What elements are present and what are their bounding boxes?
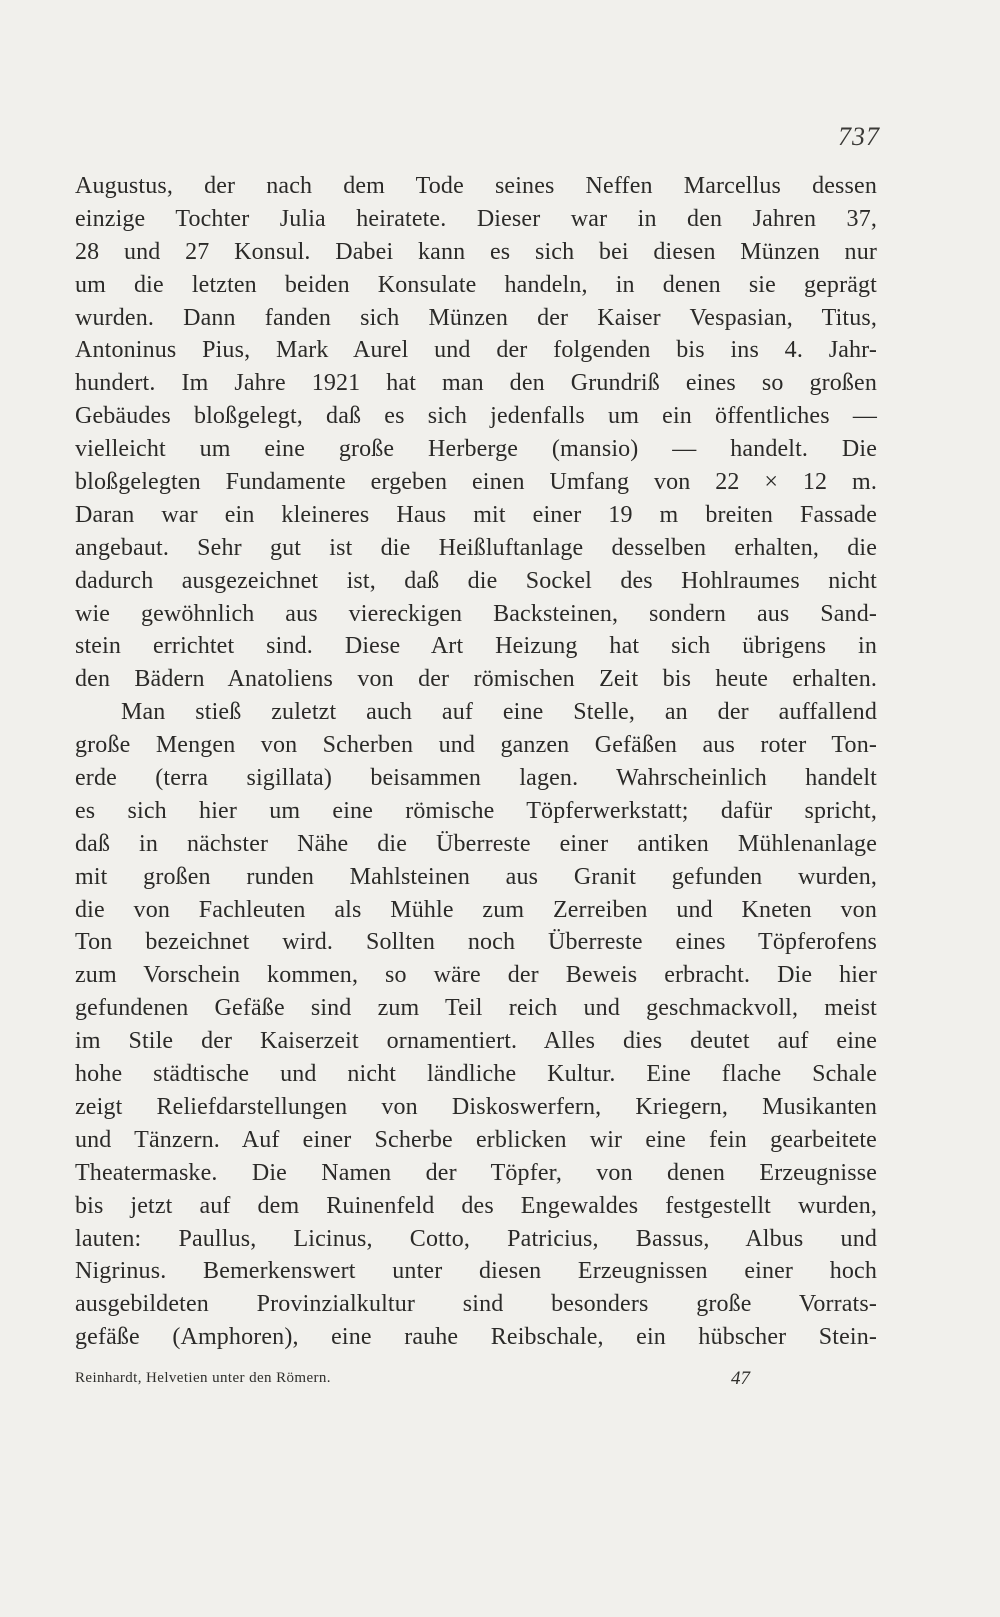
text-line: ausgebildeten Provinzialkultur sind besonders große Vorrats- [75, 1291, 877, 1318]
text-line: angebaut. Sehr gut ist die Heißluftanlage desselben erhalten, die [75, 534, 877, 561]
text-line: und Tänzern. Auf einer Scherbe erblicken wir eine fein gearbeitete [75, 1126, 877, 1153]
text-line: Augustus, der nach dem Tode seines Neffen Marcellus dessen [75, 173, 877, 199]
footer-source: Reinhardt, Helvetien unter den Römern. [75, 1370, 331, 1386]
text-line: mit großen runden Mahlsteinen aus Granit gefunden wurden, [75, 863, 877, 890]
text-line: gefäße (Amphoren), eine rauhe Reibschale, ein hübscher Stein- [75, 1324, 877, 1351]
text-line: hohe städtische und nicht ländliche Kultur. Eine flache Schale [75, 1061, 877, 1088]
text-line: daß in nächster Nähe die Überreste einer antiken Mühlenanlage [75, 830, 877, 857]
text-line: Gebäudes bloßgelegt, daß es sich jedenfalls um ein öffentliches — [75, 403, 877, 430]
text-line: Daran war ein kleineres Haus mit einer 19 m breiten Fassade [75, 501, 877, 528]
text-line: erde (terra sigillata) beisammen lagen. Wahrscheinlich handelt [75, 765, 877, 792]
text-line: einzige Tochter Julia heiratete. Dieser war in den Jahren 37, [75, 205, 877, 232]
text-line: wie gewöhnlich aus viereckigen Backsteinen, sondern aus Sand- [75, 600, 877, 627]
text-line: gefundenen Gefäße sind zum Teil reich und geschmackvoll, meist [75, 995, 877, 1022]
text-line: es sich hier um eine römische Töpferwerkstatt; dafür spricht, [75, 797, 877, 824]
text-line: große Mengen von Scherben und ganzen Gefäßen aus roter Ton- [75, 732, 877, 759]
text-line: 28 und 27 Konsul. Dabei kann es sich bei diesen Münzen nur [75, 238, 877, 265]
text-line: Antoninus Pius, Mark Aurel und der folgenden bis ins 4. Jahr- [75, 337, 877, 364]
text-line: Ton bezeichnet wird. Sollten noch Überreste eines Töpferofens [75, 929, 877, 956]
text-line: bloßgelegten Fundamente ergeben einen Umfang von 22 × 12 m. [75, 469, 877, 496]
text-line: zeigt Reliefdarstellungen von Diskoswerfern, Kriegern, Musikanten [75, 1093, 877, 1120]
body-text [75, 170, 877, 1354]
text-line: hundert. Im Jahre 1921 hat man den Grundriß eines so großen [75, 370, 877, 397]
text-line: lauten: Paullus, Licinus, Cotto, Patricius, Bassus, Albus und [75, 1225, 877, 1252]
text-line: bis jetzt auf dem Ruinenfeld des Engewaldes festgestellt wurden, [75, 1192, 877, 1219]
text-line: dadurch ausgezeichnet ist, daß die Sockel des Hohlraumes nicht [75, 567, 877, 594]
text-line: im Stile der Kaiserzeit ornamentiert. Alles dies deutet auf eine [75, 1028, 877, 1055]
page-number: 737 [838, 122, 880, 151]
text-line: wurden. Dann fanden sich Münzen der Kaiser Vespasian, Titus, [75, 304, 877, 331]
text-line: um die letzten beiden Konsulate handeln, in denen sie geprägt [75, 271, 877, 298]
footer-sheet-number: 47 [731, 1368, 750, 1389]
text-line: stein errichtet sind. Diese Art Heizung hat sich übrigens in [75, 633, 877, 660]
text-line: Nigrinus. Bemerkenswert unter diesen Erzeugnissen einer hoch [75, 1258, 877, 1285]
text-line: die von Fachleuten als Mühle zum Zerreiben und Kneten von [75, 896, 877, 923]
page-footer [75, 1370, 765, 1394]
paragraph-start-line: Man stieß zuletzt auch auf eine Stelle, an der auffallend [121, 699, 877, 726]
text-line: Theatermaske. Die Namen der Töpfer, von denen Erzeugnisse [75, 1159, 877, 1186]
text-line: zum Vorschein kommen, so wäre der Beweis erbracht. Die hier [75, 962, 877, 989]
text-line: den Bädern Anatoliens von der römischen Zeit bis heute erhalten. [75, 666, 877, 693]
text-line: vielleicht um eine große Herberge (mansio) — handelt. Die [75, 436, 877, 463]
